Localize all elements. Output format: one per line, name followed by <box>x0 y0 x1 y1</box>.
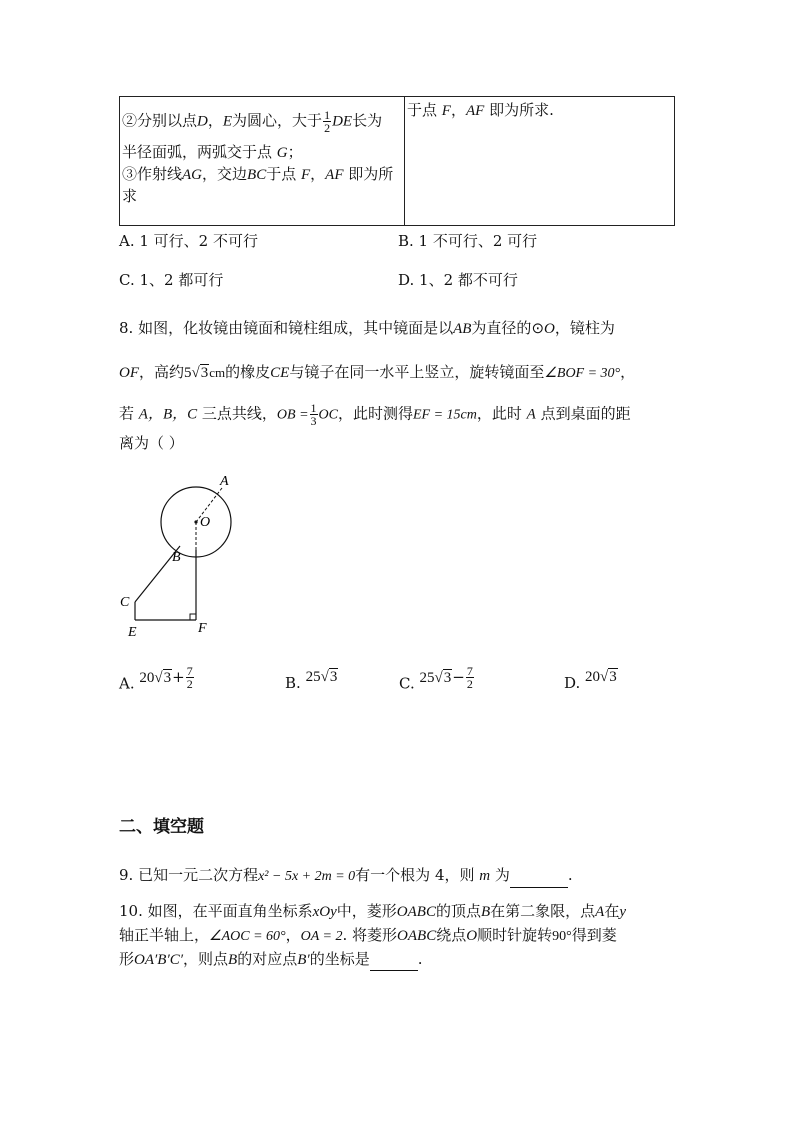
text: ，此时测得 <box>337 404 413 423</box>
text: OA′B′C′ <box>134 952 184 968</box>
text: OF <box>119 365 139 381</box>
text: 顺时针旋转 <box>477 926 553 944</box>
text: 7 <box>466 664 473 678</box>
q8-line1 <box>119 317 615 340</box>
text: ， <box>285 926 301 944</box>
text: . <box>567 866 573 884</box>
q8-option-a <box>119 664 195 697</box>
label-a: A <box>220 474 229 489</box>
text: ， <box>310 165 326 183</box>
text: B <box>480 904 491 920</box>
text: OB = <box>276 407 309 423</box>
text: 90° <box>552 929 572 944</box>
text: 3 <box>310 414 317 428</box>
q10-line1 <box>119 900 626 923</box>
q10-line2 <box>119 924 617 948</box>
text: OC <box>318 407 338 423</box>
sqrt-expression: 5√3 <box>184 365 209 381</box>
text: 3 <box>329 669 338 685</box>
text: ②分别以点 <box>122 111 198 130</box>
q7-right-cell <box>405 97 675 226</box>
text: 半径面弧，两弧交于点 <box>122 143 277 161</box>
text: 8. 如图，化妆镜由镜面和镜柱组成，其中镜面是以 <box>119 319 454 337</box>
text: D <box>197 113 208 130</box>
q7-left-cell <box>120 97 405 226</box>
text: ， <box>620 363 636 381</box>
sqrt-expression: 25√3 <box>419 669 452 686</box>
text: . <box>417 950 423 968</box>
fraction <box>323 109 331 134</box>
q9-line <box>119 864 573 888</box>
q8-option-c <box>399 664 475 697</box>
text: F <box>441 103 451 119</box>
text: 得到菱 <box>571 926 617 944</box>
text: 即为所 <box>343 165 394 183</box>
text: + <box>172 667 185 686</box>
q7-option-d: D. 1、2 都不可行 <box>398 271 518 289</box>
q7-right-line <box>407 99 554 122</box>
center-point-o <box>194 520 197 523</box>
text: 2 <box>324 121 331 135</box>
text: 轴正半轴上， <box>119 926 210 944</box>
text: B′ <box>297 952 310 968</box>
text: ，高约 <box>139 363 185 381</box>
text: 25 <box>305 669 321 685</box>
text: D. <box>564 674 581 692</box>
q8-line3 <box>119 402 631 427</box>
q7-left-line3 <box>122 163 393 186</box>
text: ， <box>207 111 223 130</box>
section-heading: 二、填空题 <box>119 817 204 837</box>
text: 绕点 <box>436 926 467 944</box>
text: ， <box>450 101 466 119</box>
text: 在 <box>604 902 620 920</box>
text: 于点 <box>407 101 442 119</box>
text: xOy <box>312 904 337 920</box>
q7-option-c: C. 1、2 都可行 <box>119 271 224 289</box>
text: 的橡皮 <box>225 363 271 381</box>
text: 10. 如图，在平面直角坐标系 <box>119 902 313 920</box>
text: AB <box>453 321 472 337</box>
text: 3 <box>609 669 617 685</box>
q8-mirror-figure <box>110 470 250 640</box>
text: EF = 15cm <box>412 407 477 423</box>
text: ，此时 <box>476 404 527 423</box>
q7-table <box>119 96 675 226</box>
text: 求 <box>122 187 138 205</box>
text: A <box>595 904 605 920</box>
text: 9. 已知一元二次方程 <box>119 866 259 884</box>
text: ，交边 <box>202 165 248 183</box>
text: 的顶点 <box>435 902 481 920</box>
text: 中，菱形 <box>336 902 397 920</box>
text: CE <box>270 365 290 381</box>
sqrt-expression: 20√3 <box>585 669 617 685</box>
q8-option-b <box>285 669 338 695</box>
text: G <box>276 145 288 161</box>
text: AF <box>465 103 485 119</box>
text: ，则点 <box>183 950 229 968</box>
answer-blank[interactable] <box>370 952 418 971</box>
text: 25 <box>419 669 435 686</box>
text: y <box>619 904 627 920</box>
text: 为直径的 <box>471 319 532 337</box>
text: 2 <box>186 677 193 691</box>
text: 3 <box>163 669 172 686</box>
text: A，B，C <box>138 406 198 423</box>
text: 有一个根为 4，则 <box>355 866 480 884</box>
text: 1 <box>310 401 317 415</box>
text: 若 <box>119 404 139 423</box>
text: 点到桌面的距 <box>535 404 631 423</box>
text: 于点 <box>266 165 301 183</box>
text: − <box>452 667 465 686</box>
text: 5 <box>184 365 192 381</box>
text: 即为所求. <box>484 101 554 119</box>
text: 3 <box>443 669 452 686</box>
text: ，镜柱为 <box>554 319 615 337</box>
text: O <box>544 321 555 337</box>
fraction <box>186 665 194 690</box>
q8-line4: 离为（ ） <box>119 434 184 452</box>
sqrt-expression: 25√3 <box>305 669 338 685</box>
text: 20 <box>139 669 155 686</box>
q7-left-line1 <box>122 109 382 134</box>
text: ∠BOF = 30° <box>544 366 621 381</box>
text: 长为 <box>352 111 383 130</box>
label-e: E <box>128 625 137 640</box>
text: E <box>222 113 233 130</box>
text: OA = 2 <box>300 929 343 944</box>
text: . 将菱形 <box>342 926 398 944</box>
text: ； <box>287 143 303 161</box>
text: 20 <box>585 669 601 685</box>
q8-line2 <box>119 361 635 385</box>
label-f: F <box>198 621 207 636</box>
q7-left-line4 <box>122 185 137 207</box>
q7-left-line2 <box>122 141 303 164</box>
text: 3 <box>200 365 209 381</box>
text: 2 <box>466 677 473 691</box>
q10-line3 <box>119 948 422 971</box>
label-b: B <box>172 550 181 565</box>
text: 1 <box>324 108 331 122</box>
label-c: C <box>120 595 130 610</box>
text: cm <box>209 365 226 380</box>
text: B <box>228 952 238 968</box>
q8-option-d <box>564 669 618 695</box>
text: AG <box>182 167 203 183</box>
text: 在第二象限，点 <box>490 902 596 920</box>
text: 三点共线， <box>197 404 277 423</box>
text: OABC <box>396 904 436 920</box>
text: ⊙ <box>531 321 545 337</box>
text: 为圆心，大于 <box>232 111 323 130</box>
text: 7 <box>186 664 193 678</box>
text: 形 <box>119 950 135 968</box>
text: F <box>300 167 311 183</box>
text: m <box>479 868 491 884</box>
text: O <box>466 928 478 944</box>
text: 的对应点 <box>237 950 298 968</box>
text: 与镜子在同一水平上竖立，旋转镜面至 <box>289 363 545 381</box>
text: 的坐标是 <box>309 950 370 968</box>
text: x² − 5x + 2m = 0 <box>258 869 356 884</box>
sqrt-expression: 20√3 <box>139 669 172 686</box>
text: ③作射线 <box>122 165 183 183</box>
q7-option-b: B. 1 不可行、2 可行 <box>398 232 538 250</box>
text: OABC <box>397 928 437 944</box>
text: ∠AOC = 60° <box>209 929 286 944</box>
answer-blank[interactable] <box>510 869 568 888</box>
text: C. <box>399 674 415 693</box>
text: A. <box>119 674 135 693</box>
text: DE <box>332 113 353 130</box>
text: B. <box>285 674 301 692</box>
right-angle-mark <box>190 614 196 620</box>
text: 为 <box>490 866 510 884</box>
text: AF <box>325 167 344 183</box>
fraction <box>310 402 318 427</box>
q7-option-a: A. 1 可行、2 不可行 <box>119 232 258 250</box>
fraction <box>466 665 474 690</box>
text: BC <box>247 167 267 183</box>
text: A <box>526 406 536 423</box>
label-o: O <box>200 515 211 530</box>
